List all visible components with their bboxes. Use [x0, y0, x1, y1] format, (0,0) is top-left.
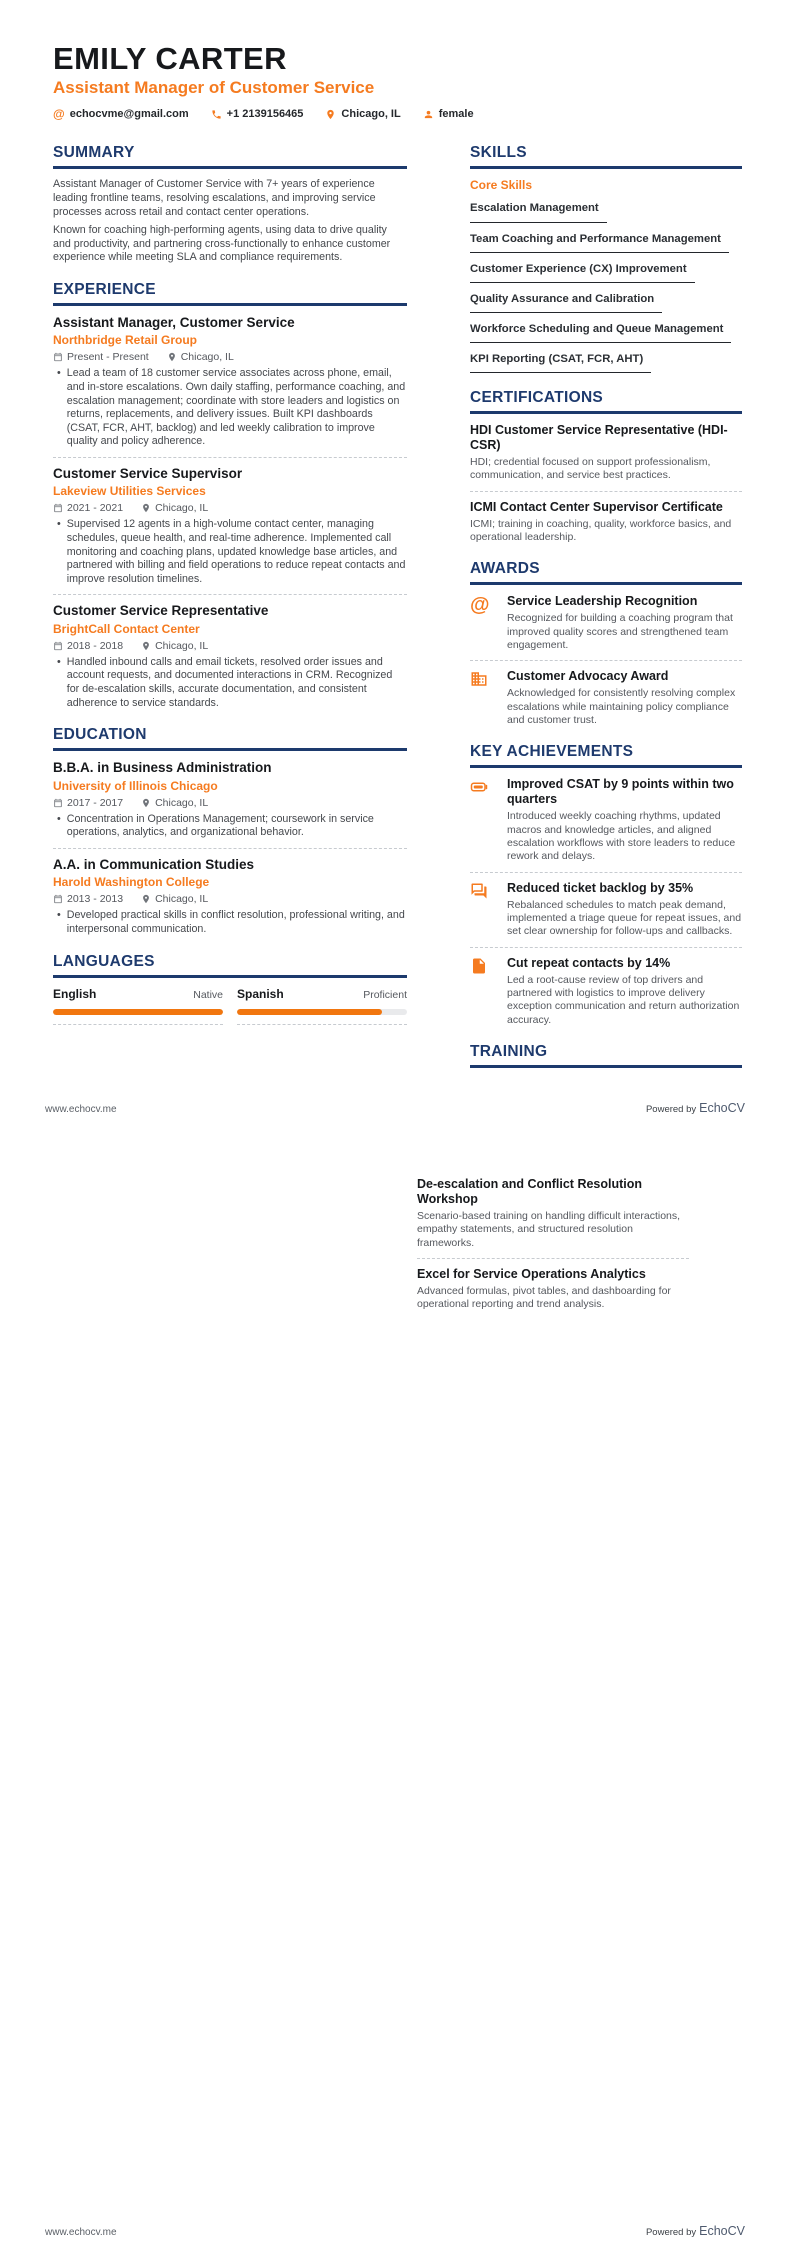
- contact-row: [53, 108, 742, 120]
- skill-item: Customer Experience (CX) Improvement: [470, 260, 695, 283]
- email-text: echocvme@gmail.com: [69, 108, 189, 121]
- education-heading: EDUCATION: [53, 726, 407, 751]
- education-dates: [53, 893, 123, 905]
- section-skills: [470, 144, 742, 373]
- experience-heading: EXPERIENCE: [53, 281, 407, 306]
- calendar-icon: [53, 798, 63, 808]
- location-icon: [141, 894, 151, 904]
- education-location-text: Chicago, IL: [155, 893, 209, 906]
- education-item: [53, 760, 407, 849]
- achievement-desc: Introduced weekly coaching rhythms, updated macros and knowledge articles, and aligned escalation workflows with store leaders to reduce rework and delays.: [507, 810, 736, 863]
- powered-by[interactable]: [646, 2224, 745, 2238]
- job-meta: [53, 502, 407, 514]
- section-key-achievements: [470, 743, 742, 1027]
- dashed-divider: [470, 660, 742, 661]
- job-title: Assistant Manager, Customer Service: [53, 314, 295, 330]
- achievement-desc: Led a root-cause review of top drivers and partnered with logistics to improve delivery exception communication and return authorization accuracy.: [507, 973, 740, 1026]
- training-desc: Advanced formulas, pivot tables, and dashboarding for operational reporting and trend analysis.: [417, 1284, 671, 1311]
- skill-item: Quality Assurance and Calibration: [470, 290, 662, 313]
- email-icon: @: [53, 107, 65, 122]
- job-item: [53, 466, 407, 595]
- location-text: Chicago, IL: [341, 108, 401, 121]
- calendar-icon: [53, 503, 63, 513]
- resume-header: [53, 42, 742, 120]
- dashed-divider: [470, 947, 742, 948]
- calendar-icon: [53, 641, 63, 651]
- job-dates-text: 2021 - 2021: [67, 502, 124, 515]
- section-awards: [470, 560, 742, 727]
- degree-title: B.B.A. in Business Administration: [53, 760, 272, 776]
- section-summary: [53, 144, 407, 264]
- gender-text: female: [438, 108, 474, 121]
- job-dates: [53, 502, 123, 514]
- language-level: Native: [193, 988, 223, 1001]
- job-bullet: • Supervised 12 agents in a high-volume contact center, managing schedules, queue health, and real-time adherence. Implemented call monitoring and coaching plans, updated knowledge base articles, and partnered with billing and field operations to reduce repeat contacts and improve resolution timelines.: [53, 518, 407, 586]
- education-meta: [53, 797, 407, 809]
- achievement-item: [470, 777, 742, 863]
- skill-item: Escalation Management: [470, 199, 607, 222]
- achievement-title: Cut repeat contacts by 14%: [507, 955, 671, 970]
- calendar-icon: [53, 352, 63, 362]
- certification-desc: ICMI; training in coaching, quality, workforce basics, and operational leadership.: [470, 517, 732, 544]
- language-progress-fill: [53, 1009, 223, 1015]
- achievement-item: [470, 881, 742, 939]
- job-dates-text: Present - Present: [67, 351, 149, 364]
- powered-by[interactable]: [646, 1101, 745, 1115]
- education-location: [141, 797, 208, 809]
- section-certifications: [470, 389, 742, 544]
- language-name: English: [53, 986, 97, 1001]
- phone-text: +1 2139156465: [226, 108, 304, 121]
- dashed-divider: [53, 457, 407, 458]
- language-progress-bar: [53, 1009, 223, 1015]
- at-badge-icon: @: [470, 594, 490, 617]
- dashed-divider: [53, 594, 407, 595]
- person-role-title: Assistant Manager of Customer Service: [53, 78, 375, 98]
- skill-item: Team Coaching and Performance Management: [470, 230, 729, 253]
- job-company: Lakeview Utilities Services: [53, 484, 206, 499]
- footer-site-link[interactable]: www.echocv.me: [45, 1104, 117, 1115]
- job-meta: [53, 640, 407, 652]
- education-item: [53, 857, 407, 937]
- training-title: De-escalation and Conflict Resolution Workshop: [417, 1177, 643, 1206]
- school-name: University of Illinois Chicago: [53, 778, 218, 793]
- calendar-icon: [53, 894, 63, 904]
- certifications-heading: CERTIFICATIONS: [470, 389, 742, 414]
- section-training: [470, 1043, 742, 1068]
- job-company: Northbridge Retail Group: [53, 333, 197, 348]
- award-item: [470, 669, 742, 727]
- award-title: Service Leadership Recognition: [507, 594, 698, 609]
- footer-site-link[interactable]: www.echocv.me: [45, 2227, 117, 2238]
- training-heading: TRAINING: [470, 1043, 742, 1068]
- education-bullet: • Concentration in Operations Management; coursework in service operations, analytics, and organizational behavior.: [53, 813, 407, 840]
- achievement-desc: Rebalanced schedules to match peak demand, implemented a triage queue for repeat issues, and set clear ownership for follow-ups and callbacks.: [507, 898, 742, 938]
- education-location-text: Chicago, IL: [155, 796, 209, 809]
- job-location-text: Chicago, IL: [180, 351, 234, 364]
- email-contact[interactable]: [53, 108, 189, 120]
- award-title: Customer Advocacy Award: [507, 669, 669, 684]
- dashed-divider: [53, 1024, 223, 1025]
- echocv-brand: EchoCV: [699, 2224, 745, 2238]
- education-location: [141, 893, 208, 905]
- language-progress-fill: [237, 1009, 382, 1015]
- dashed-divider: [53, 848, 407, 849]
- summary-heading: SUMMARY: [53, 144, 407, 169]
- location-icon: [325, 109, 336, 120]
- summary-paragraph: Assistant Manager of Customer Service with 7+ years of experience leading frontline teams, resolving escalations, and improving service processes across retail and contact center operations.: [53, 178, 376, 218]
- languages-heading: LANGUAGES: [53, 953, 407, 978]
- section-education: [53, 726, 407, 936]
- section-experience: [53, 281, 407, 710]
- powered-by-text: Powered by: [645, 1104, 697, 1115]
- skill-item: Workforce Scheduling and Queue Management: [470, 320, 731, 343]
- gender-contact: [423, 108, 474, 120]
- certification-desc: HDI; credential focused on support professionalism, communication, and service best practices.: [470, 456, 711, 482]
- dashed-divider: [470, 872, 742, 873]
- certification-item: [470, 500, 742, 545]
- awards-heading: AWARDS: [470, 560, 742, 585]
- degree-title: A.A. in Communication Studies: [53, 856, 255, 872]
- certification-title: ICMI Contact Center Supervisor Certificate: [470, 499, 723, 514]
- education-meta: [53, 893, 407, 905]
- skills-heading: SKILLS: [470, 144, 742, 169]
- language-name: Spanish: [237, 986, 284, 1001]
- section-languages: [53, 953, 407, 1033]
- achievement-title: Reduced ticket backlog by 35%: [507, 880, 694, 895]
- building-icon: [470, 669, 492, 727]
- person-name: EMILY CARTER: [53, 41, 287, 76]
- education-dates-text: 2013 - 2013: [67, 893, 124, 906]
- language-progress-bar: [237, 1009, 407, 1015]
- training-item: [417, 1267, 689, 1312]
- job-title: Customer Service Representative: [53, 603, 269, 619]
- certification-title: HDI Customer Service Representative (HDI-CSR): [470, 423, 728, 453]
- location-contact: [325, 108, 400, 120]
- phone-contact: [211, 108, 304, 120]
- job-dates-text: 2018 - 2018: [67, 639, 124, 652]
- location-icon: [167, 352, 177, 362]
- school-name: Harold Washington College: [53, 875, 210, 890]
- location-icon: [141, 641, 151, 651]
- job-meta: [53, 351, 407, 363]
- language-level: Proficient: [363, 988, 407, 1001]
- training-title: Excel for Service Operations Analytics: [417, 1266, 646, 1281]
- achievement-title: Improved CSAT by 9 points within two quarters: [507, 777, 734, 807]
- battery-icon: [470, 777, 492, 863]
- page-footer: [45, 2224, 745, 2238]
- job-location: [141, 640, 208, 652]
- job-dates: [53, 351, 149, 363]
- award-item: [470, 594, 742, 652]
- training-item: [417, 1177, 689, 1259]
- job-dates: [53, 640, 123, 652]
- job-bullet: • Lead a team of 18 customer service associates across phone, email, and in-store escalations. Own daily staffing, performance coaching, and escalation management; coordinate with store leaders and logistics on returns, replacements, and delivery issues. Built KPI dashboards (CSAT, FCR, AHT, backlog) and led weekly calibration to improve quality and policy adherence.: [53, 367, 407, 448]
- certification-item: [470, 423, 742, 492]
- chat-icon: [470, 881, 492, 939]
- job-location-text: Chicago, IL: [155, 502, 209, 515]
- job-title: Customer Service Supervisor: [53, 465, 243, 481]
- education-dates-text: 2017 - 2017: [67, 796, 124, 809]
- job-item: [53, 603, 407, 710]
- file-icon: [470, 956, 492, 1027]
- person-icon: [423, 109, 434, 120]
- powered-by-text: Powered by: [645, 2227, 697, 2238]
- summary-paragraph: Known for coaching high-performing agents, using data to drive quality and productivity, and partnering cross-functionally to enhance customer experience while meeting SLA and compliance requirements.: [53, 224, 391, 264]
- training-desc: Scenario-based training on handling difficult interactions, empathy statements, and structured resolution frameworks.: [417, 1210, 681, 1249]
- location-icon: [141, 503, 151, 513]
- skill-item: KPI Reporting (CSAT, FCR, AHT): [470, 350, 651, 373]
- job-company: BrightCall Contact Center: [53, 621, 200, 636]
- resume-page-2: [0, 1123, 794, 2246]
- language-item: [237, 987, 407, 1033]
- dashed-divider: [417, 1258, 689, 1259]
- education-bullet: • Developed practical skills in conflict resolution, professional writing, and interpersonal communication.: [53, 909, 407, 936]
- award-desc: Recognized for building a coaching program that improved quality scores and strengthened team engagement.: [507, 612, 733, 652]
- job-location: [141, 502, 208, 514]
- echocv-brand: EchoCV: [699, 1101, 745, 1115]
- key-achievements-heading: KEY ACHIEVEMENTS: [470, 743, 742, 768]
- skills-group-label: Core Skills: [470, 178, 533, 193]
- language-item: [53, 987, 223, 1033]
- award-desc: Acknowledged for consistently resolving complex escalations while maintaining policy compliance and customer trust.: [507, 687, 736, 727]
- job-location: [167, 351, 234, 363]
- dashed-divider: [470, 491, 742, 492]
- job-bullet: • Handled inbound calls and email tickets, resolved order issues and account requests, and documented interactions in CRM. Recognized for de-escalation skills, accurate documentation, and consistent adherence to service standards.: [53, 656, 407, 710]
- job-item: [53, 315, 407, 458]
- page-footer: [45, 1101, 745, 1115]
- phone-icon: [211, 109, 222, 120]
- location-icon: [141, 798, 151, 808]
- education-dates: [53, 797, 123, 809]
- achievement-item: [470, 956, 742, 1027]
- job-location-text: Chicago, IL: [155, 639, 209, 652]
- dashed-divider: [237, 1024, 407, 1025]
